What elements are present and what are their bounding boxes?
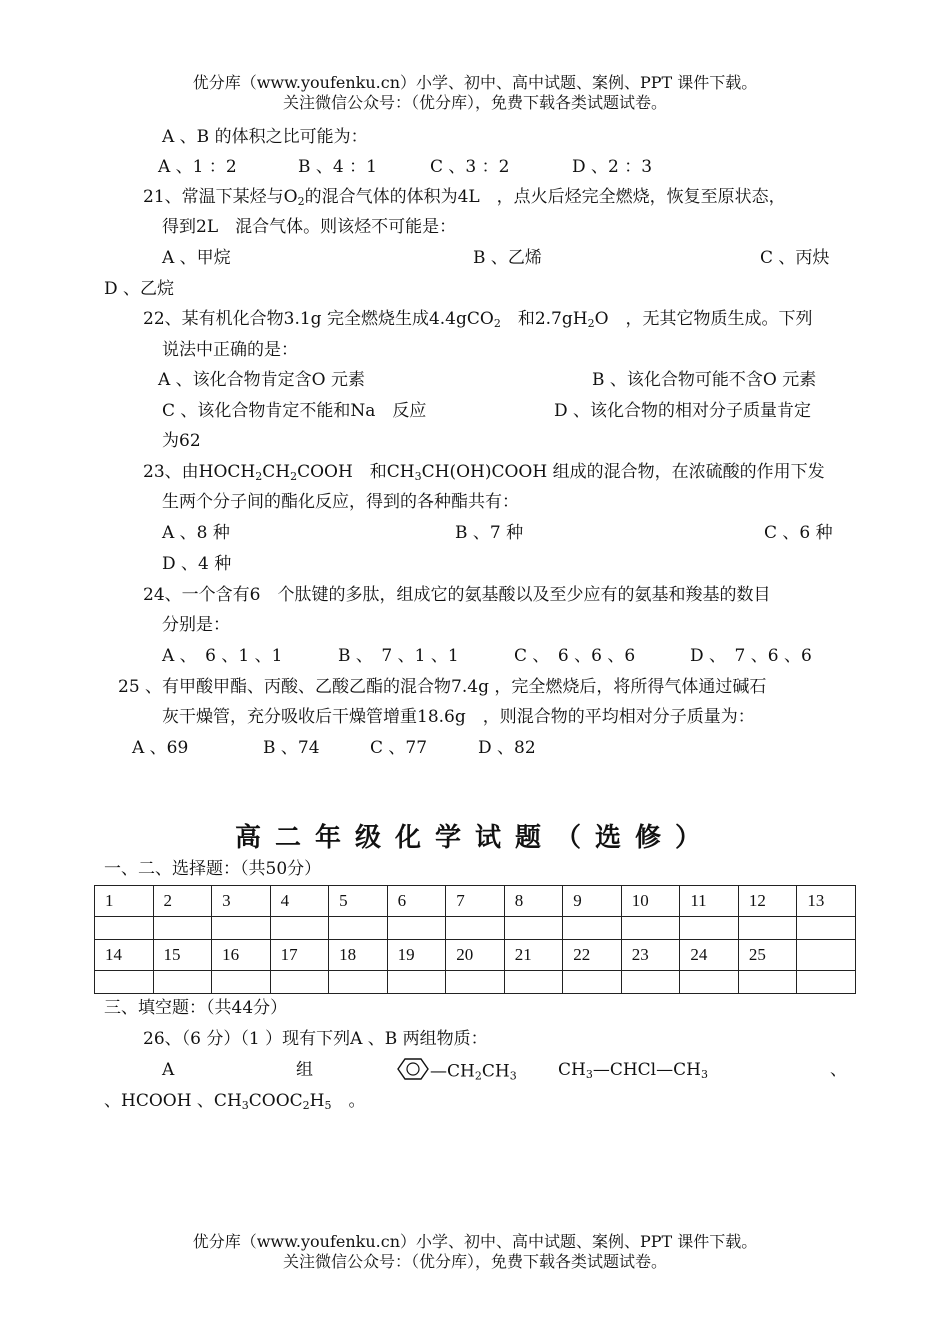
answer-grid-blank-row-1 [95,917,856,940]
answer-blank-cell[interactable] [329,917,388,940]
q24-stem-line-1: 24、一个含有6 个肽键的多肽，组成它的氨基酸以及至少应有的氨基和羧基的数目 [143,585,771,605]
answer-blank-cell[interactable] [153,971,212,994]
answer-grid [94,885,856,994]
q22-option-a: A 、该化合物肯定含O 元素 [158,370,366,390]
answer-number-cell: 6 [387,886,446,917]
answer-blank-cell[interactable] [563,971,622,994]
q22-stem-line-1: 22、某有机化合物3.1g 完全燃烧生成4.4gCO$_2$ 和$2.7gH_2O$ ，无其它物质生成。下列 [143,309,813,330]
answer-blank-cell[interactable] [446,917,505,940]
answer-number-cell: 18 [329,940,388,971]
header-line-2: 关注微信公众号：（优分库），免费下载各类试题试卷。 [282,93,667,112]
q24-option-d: D 、 7 、6 、6 [690,646,812,666]
q24-stem-line-2: 分别是： [162,615,230,635]
q25-option-b: B 、74 [263,738,320,758]
answer-blank-cell[interactable] [153,917,212,940]
answer-grid-blank-row-2 [95,971,856,994]
answer-blank-cell[interactable] [621,917,680,940]
q24-option-a: A 、 6 、1 、1 [162,646,283,666]
q25-option-d: D 、82 [478,738,536,758]
answer-blank-cell[interactable] [95,971,154,994]
answer-number-cell: 16 [212,940,271,971]
answer-number-cell: 25 [738,940,797,971]
q26-group-a-label: 组 [296,1060,313,1080]
answer-sheet-title: 高二年级化学试题（选修） [234,823,715,853]
answer-blank-cell[interactable] [387,971,446,994]
q23-option-c: C 、6 种 [764,523,833,543]
q24-option-b: B 、 7 、1 、1 [338,646,459,666]
q21-option-d: D 、乙烷 [104,279,175,299]
answer-blank-cell[interactable] [504,917,563,940]
q21-option-a: A 、甲烷 [162,248,231,268]
answer-blank-cell[interactable] [212,971,271,994]
answer-blank-cell[interactable] [738,917,797,940]
q20-option-b: B 、4 ：1 [298,157,377,177]
q20-option-d: D 、2 ：3 [572,157,653,177]
answer-number-cell: 19 [387,940,446,971]
q22-option-d-cont: 为62 [162,431,201,451]
ethylbenzene-formula: $—CH_2CH_3$ [396,1057,517,1088]
benzene-ring-icon [396,1057,430,1087]
chloropropane-formula: $CH_3—CHCl—CH_3$ [558,1060,708,1081]
q21-option-b: B 、乙烯 [473,248,542,268]
answer-blank-cell[interactable] [797,971,856,994]
q25-option-c: C 、77 [370,738,428,758]
answer-number-cell: 2 [153,886,212,917]
q21-stem-line-1: 21、常温下某烃与$O_2$的混合气体的体积为4L ，点火后烃完全燃烧，恢复至原状态， [143,187,786,208]
q22-option-c: C 、该化合物肯定不能和Na 反应 [162,401,427,421]
answer-number-cell: 8 [504,886,563,917]
section-3-heading: 三、填空题：（共44分） [104,998,288,1018]
answer-blank-cell[interactable] [270,917,329,940]
q23-stem-line-2: 生两个分子间的酯化反应，得到的各种酯共有： [162,492,519,512]
q25-option-a: A 、69 [132,738,189,758]
q21-stem-line-2: 得到2L 混合气体。则该烃不可能是： [162,217,457,237]
q22-option-d: D 、该化合物的相对分子质量肯定 [554,401,812,421]
answer-number-cell: 21 [504,940,563,971]
q21-option-c: C 、丙炔 [760,248,830,268]
answer-number-cell: 11 [680,886,739,917]
answer-blank-cell[interactable] [446,971,505,994]
q25-stem-line-1: 25 、有甲酸甲酯、丙酸、乙酸乙酯的混合物7.4g ，完全燃烧后，将所得气体通过碱石 [118,677,767,697]
answer-blank-cell[interactable] [270,971,329,994]
answer-blank-cell[interactable] [797,917,856,940]
q20-option-a: A 、1 ：2 [158,157,237,177]
q23-option-a: A 、8 种 [162,523,230,543]
q23-option-d: D 、4 种 [162,554,232,574]
answer-blank-cell[interactable] [563,917,622,940]
answer-number-cell: 9 [563,886,622,917]
answer-grid-number-row-2 [95,940,856,971]
q26-stem-line-1: 26、（6 分）（1 ）现有下列A 、B 两组物质： [143,1029,488,1049]
answer-number-cell: 13 [797,886,856,917]
q26-stem-line-2: 、HCOOH 、$CH_3COOC_2H_5$ 。 [104,1091,366,1112]
section-1-2-heading: 一、二、选择题：（共50分） [104,859,322,879]
q24-option-c: C 、 6 、6 、6 [514,646,636,666]
answer-blank-cell[interactable] [680,917,739,940]
answer-number-cell: 1 [95,886,154,917]
header-line-1: 优分库（www.youfenku.cn）小学、初中、高中试题、案例、PPT 课件下载。 [192,73,758,92]
q22-stem-line-2: 说法中正确的是： [162,340,298,360]
answer-blank-cell[interactable] [680,971,739,994]
answer-grid-number-row-1 [95,886,856,917]
answer-blank-cell[interactable] [504,971,563,994]
q26-group-a-letter: A [162,1060,175,1080]
footer-line-1: 优分库（www.youfenku.cn）小学、初中、高中试题、案例、PPT 课件下载。 [192,1232,758,1251]
q22-option-b: B 、该化合物可能不含O 元素 [592,370,817,390]
q20-stem-tail: A 、B 的体积之比可能为： [162,127,368,147]
q26-separator: 、 [830,1060,847,1080]
answer-number-cell: 12 [738,886,797,917]
answer-number-cell: 15 [153,940,212,971]
answer-blank-cell[interactable] [212,917,271,940]
answer-number-cell: 4 [270,886,329,917]
q25-stem-line-2: 灰干燥管，充分吸收后干燥管增重18.6g ，则混合物的平均相对分子质量为： [162,707,755,727]
answer-number-cell: 23 [621,940,680,971]
answer-number-cell: 17 [270,940,329,971]
footer-line-2: 关注微信公众号：（优分库），免费下载各类试题试卷。 [282,1252,667,1271]
answer-number-cell: 5 [329,886,388,917]
answer-blank-cell[interactable] [387,917,446,940]
answer-blank-cell[interactable] [621,971,680,994]
answer-number-cell: 22 [563,940,622,971]
answer-blank-cell[interactable] [329,971,388,994]
answer-blank-cell[interactable] [95,917,154,940]
answer-number-cell [797,940,856,971]
answer-number-cell: 14 [95,940,154,971]
q23-stem-line-1: 23、由$HOCH_2CH_2COOH$ 和$CH_3CH(OH)COOH$ 组成的混合物，在浓硫酸的作用下发 [143,462,825,483]
answer-number-cell: 7 [446,886,505,917]
answer-number-cell: 10 [621,886,680,917]
q23-option-b: B 、7 种 [455,523,524,543]
answer-number-cell: 24 [680,940,739,971]
answer-blank-cell[interactable] [738,971,797,994]
answer-number-cell: 3 [212,886,271,917]
answer-number-cell: 20 [446,940,505,971]
q20-option-c: C 、3 ：2 [430,157,510,177]
